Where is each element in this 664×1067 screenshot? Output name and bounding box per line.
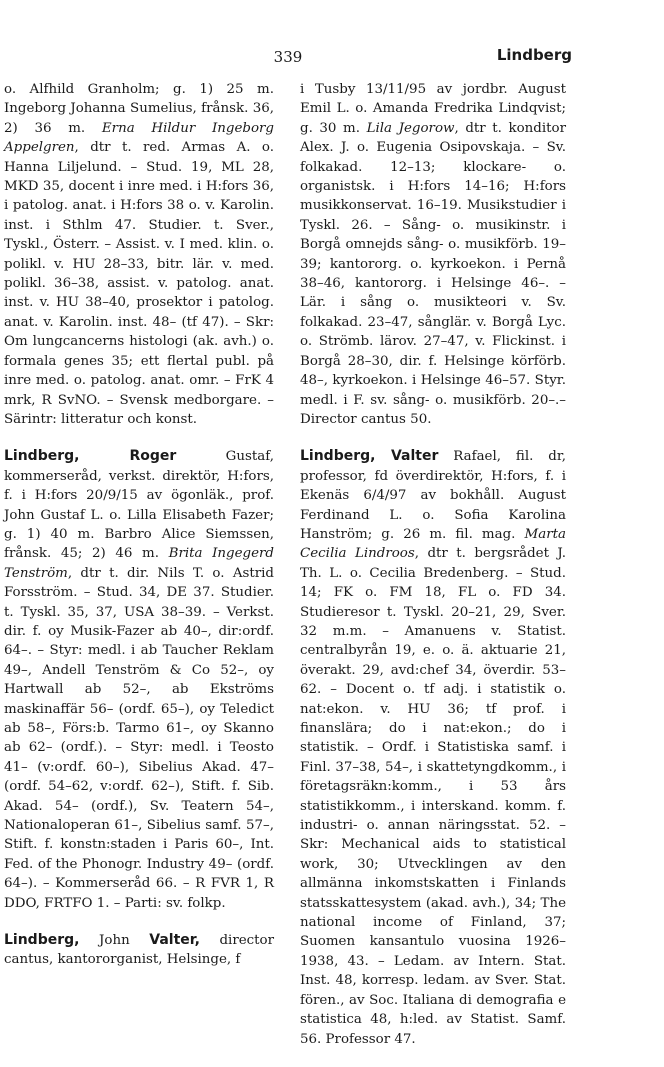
entry-text: Lindberg, John Valter, director cantus, kantororganist, Helsinge, f (4, 932, 274, 968)
left-column (4, 80, 274, 988)
entry-continuation-right (300, 80, 566, 429)
entry-headword: Lindberg, Roger (4, 448, 177, 465)
entry-headword: Lindberg, Valter (300, 448, 439, 465)
page-number: 339 (273, 48, 303, 66)
running-head: Lindberg (496, 46, 572, 64)
entry-headword: Lindberg, (4, 932, 80, 949)
entry-lindberg-roger (4, 447, 274, 913)
entry-text: Lindberg, Valter Rafael, fil. dr, professor, fd överdirektör, H:fors, f. i Ekenäs 6/4/97 av bokhåll. August Ferdinand L. o. Sofia Karolina Hanström; g. 26 m. fil. mag. Marta Cecilia Lindroos, dtr t. bergsrådet J. Th. L. o. Cecilia Bredenberg. – Stud. 14; FK o. FM 18, FL o. FD 34. Studieresor t. Tyskl. 20–21, 29, Sver. 32 m.m. – Amanuens v. Statist. centralbyrån 19, e. o. ä. aktuarie 21, överakt. 29, avd:chef 34, överdir. 53–62. – Docent o. tf adj. i statistik o. nat:ekon. v. HU 36; tf prof. i finanslära; do i nat:ekon.; do i statistik. – Ordf. i Statistiska samf. i Finl. 37–38, 54–, i skattetyngdkomm., i företagsräkn:komm., i 53 års statistikkomm., i interskand. komm. f. industri- o. annan näringsstat. 52. – Skr: Mechanical aids to statistical work, 30; Utvecklingen av den allmänna inkomstskatten i Finlands statsskattesystem (akad. avh.), 34; The national income of Finland, 37; Suomen kansantulo vuosina 1926–1938, 43. – Ledam. av Intern. Stat. Inst. 48, korresp. ledam. av Sver. Stat. fören., av Soc. Italiana di demografia e statistica 48, h:led. av Statist. Samf. 56. Professor 47. (300, 448, 567, 1047)
entry-text: i Tusby 13/11/95 av jordbr. August Emil L. o. Amanda Fredrika Lindqvist; g. 30 m. Lila Jegorow, dtr t. konditor Alex. J. o. Eugenia Osipovskaja. – Sv. folkakad. 12–13; klockare- o. organistsk. i H:fors 14–16; H:fors musikkonservat. 16–19. Musikstudier i Tyskl. 26. – Sång- o. musikinstr. i Borgå omnejds sång- o. musikförb. 19–39; kantororg. o. kyrkoekon. i Pernå 38–46, kantororg. i Helsinge 46–. – Lär. i sång o. musikteori v. Sv. folkakad. 23–47, sånglär. v. Borgå Lyc. o. Strömb. lärov. 27–47, v. Flickinst. i Borgå 28–30, dir. f. Helsinge körförb. 48–, kyrkoekon. i Helsinge 46–57. Styr. medl. i F. sv. sång- o. musikförb. 20–.– Director cantus 50. (300, 82, 566, 427)
entry-text: Lindberg, Roger Gustaf, kommerseråd, verkst. direktör, H:fors, f. i H:fors 20/9/15 av ögonläk., prof. John Gustaf L. o. Lilla Elisabeth Fazer; g. 1) 40 m. Barbro Alice Siemssen, frånsk. 45; 2) 46 m. Brita Ingegerd Tenström, dtr t. dir. Nils T. o. Astrid Forsström. – Stud. 34, DE 37. Studier. t. Tyskl. 35, 37, USA 38–39. – Verkst. dir. f. oy Musik-Fazer ab 40–, dir:ordf. 64–. – Styr: medl. i ab Taucher Reklam 49–, Andell Tenström & Co 52–, oy Hartwall ab 52–, ab Ekströms maskinaffär 56– (ordf. 65–), oy Teledict ab 58–, Förs:b. Tarmo 61–, oy Skanno ab 62– (ordf.). – Styr: medl. i Teosto 41– (v:ordf. 60–), Sibelius Akad. 47– (ordf. 54–62, v:ordf. 62–), Stift. f. Sib. Akad. 54– (ordf.), Sv. Teatern 54–, Nationaloperan 61–, Sibelius samf. 57–, Stift. f. konstn:staden i Paris 60–, Int. Fed. of the Phonogr. Industry 49– (ordf. 64–). – Kommerseråd 66. – R FVR 1, R DDO, FRTFO 1. – Parti: sv. folkp. (4, 448, 274, 911)
entry-lindberg-john-valter (4, 931, 274, 970)
entry-text: o. Alfhild Granholm; g. 1) 25 m. Ingeborg Johanna Sumelius, frånsk. 36, 2) 36 m. Erna Hildur Ingeborg Appelgren, dtr t. red. Armas A. o. Hanna Liljelund. – Stud. 19, ML 28, MKD 35, docent i inre med. i H:fors 36, i patolog. anat. i H:fors 38 o. v. Karolin. inst. i Sthlm 47. Studier. t. Sver., Tyskl., Österr. – Assist. v. I med. klin. o. polikl. v. HU 28–33, bitr. lär. v. med. polikl. 36–38, assist. v. patolog. anat. inst. v. HU 38–40, prosektor i patolog. anat. v. Karolin. inst. 48– (tf 47). – Skr: Om lungcancerns histologi (ak. avh.) o. formala genes 35; ett flertal publ. på inre med. o. patolog. anat. omr. – FrK 4 mrk, R SvNO. – Svensk medborgare. – Särintr: litteratur och konst. (4, 82, 274, 427)
entry-continuation-left (4, 80, 274, 429)
entry-lindberg-valter-rafael (300, 447, 566, 1049)
entry-headword-part: Valter, (149, 932, 200, 949)
right-column (300, 80, 566, 1067)
